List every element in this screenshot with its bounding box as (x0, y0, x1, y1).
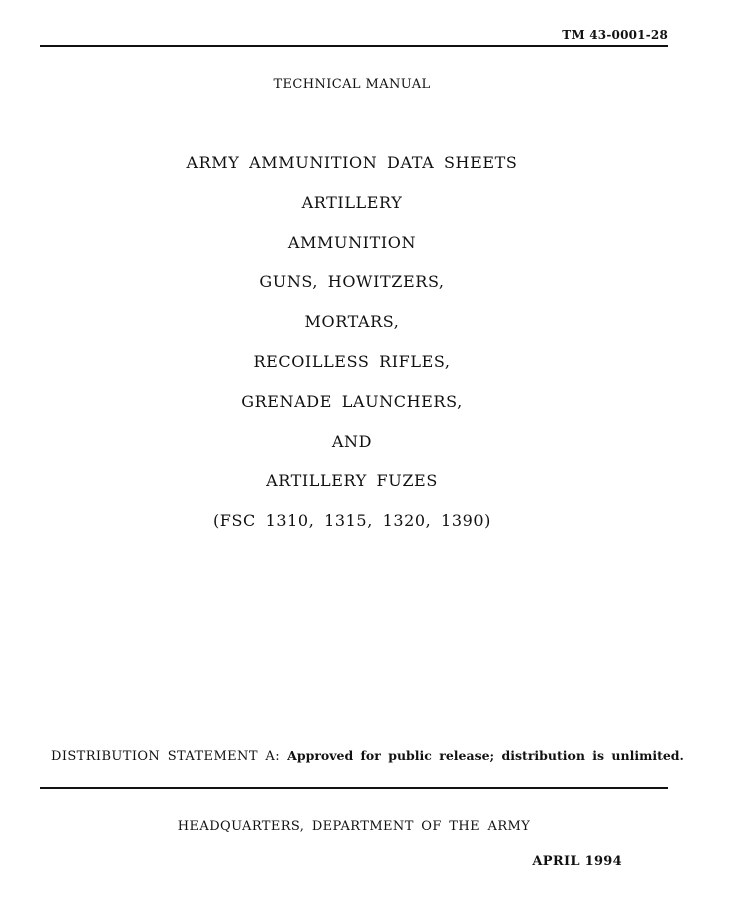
top-divider (40, 45, 668, 47)
title-line: MORTARS, (304, 312, 400, 332)
title-line: ARTILLERY (301, 192, 403, 212)
title-line: GRENADE LAUNCHERS, (241, 391, 463, 411)
publication-date: APRIL 1994 (532, 854, 622, 869)
title-line: GUNS, HOWITZERS, (259, 272, 445, 292)
title-line: AND (331, 431, 373, 451)
title-line: ARMY AMMUNITION DATA SHEETS (186, 153, 518, 172)
issuing-authority: HEADQUARTERS, DEPARTMENT OF THE ARMY (177, 819, 531, 834)
title-line: RECOILLESS RIFLES, (253, 351, 451, 371)
distribution-statement (51, 748, 684, 764)
document-number: TM 43-0001-28 (562, 28, 668, 42)
document-title (0, 151, 704, 549)
fsc-codes: (FSC 1310, 1315, 1320, 1390) (212, 511, 492, 531)
distribution-label: DISTRIBUTION STATEMENT A: (51, 749, 280, 764)
distribution-text: Approved for public release; distribution is unlimited. (287, 748, 684, 763)
title-line: ARTILLERY FUZES (266, 471, 438, 491)
manual-type-heading: TECHNICAL MANUAL (273, 77, 431, 92)
bottom-divider (40, 787, 668, 789)
title-line: AMMUNITION (287, 232, 417, 252)
